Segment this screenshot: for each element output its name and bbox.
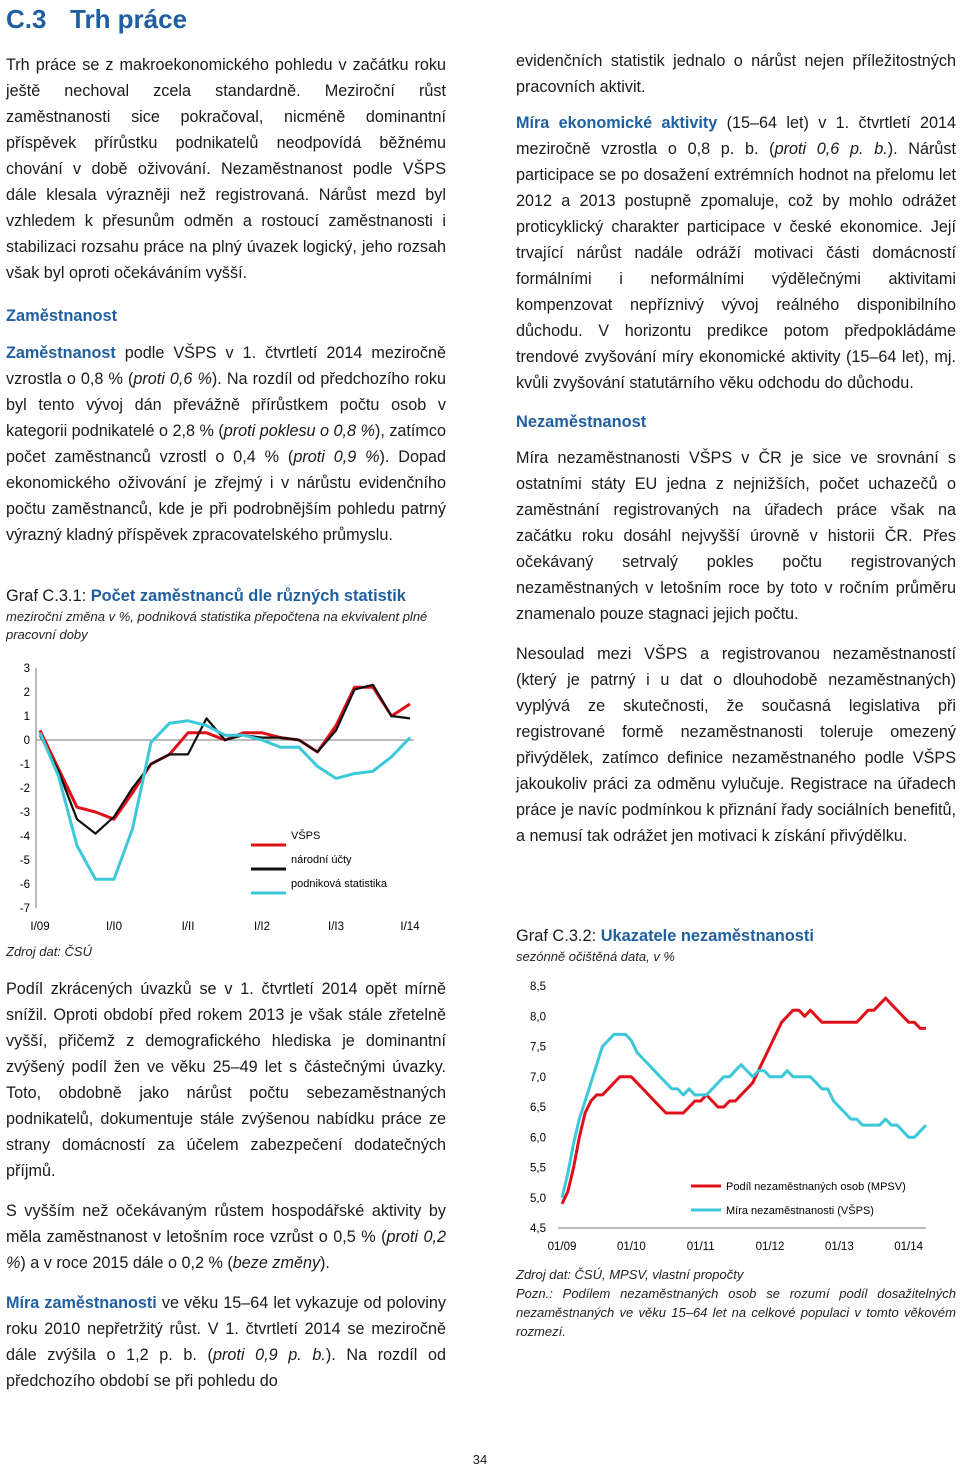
employment-rate-term: Míra zaměstnanosti — [6, 1294, 157, 1312]
right-column — [516, 48, 956, 849]
graph1-title — [6, 584, 446, 608]
graph2-title — [516, 924, 956, 948]
y-tick-label: 7,0 — [530, 1071, 546, 1084]
y-tick-label: 8,0 — [530, 1011, 546, 1024]
intro-paragraph: Trh práce se z makroekonomického pohledu v začátku roku ještě nechoval zcela standardně. Meziroční růst zaměstnanosti sice pokračoval, nicméně dominantní příspěvek přírůstku podnikatelů neodpovídá běžnému chování v době oživování. Nezaměstnanost podle VŠPS dále klesala výrazněji než registrovaná. Nárůst mezd byl vzhledem k přesunům odměn a rostoucí zaměstnanosti i stabilizaci rozsahu práce na plný úvazek logický, jeho rozsah však byl oproti očekáváním vyšší. — [6, 56, 446, 282]
text-span: ) a v roce 2015 dále o 0,2 % ( — [20, 1254, 233, 1272]
text-italic: proti poklesu o 0,8 % — [223, 422, 375, 440]
activity-rate-paragraph — [516, 110, 956, 396]
left-column — [6, 52, 446, 548]
x-tick-label: 01/11 — [686, 1241, 715, 1253]
y-tick-label: -3 — [19, 807, 30, 819]
y-tick-label: 5,0 — [530, 1192, 546, 1205]
text-italic: proti 0,2 % — [6, 1228, 446, 1272]
x-tick-label: I/I3 — [328, 921, 344, 933]
text-span: podle VŠPS v 1. čtvrtletí 2014 meziročně vzrostla o 0,8 % ( — [6, 344, 446, 388]
graph2-title-text: Ukazatele nezaměstnanosti — [600, 927, 814, 945]
x-tick-label: I/14 — [400, 921, 420, 933]
page-number: 34 — [472, 1452, 488, 1467]
series-line — [40, 721, 410, 879]
text-span: ). Nárůst participace se po dosažení extrémních hodnot na přelomu let 2012 a 2013 postupně zpomaluje, což by mohlo odrážet proticyklický charakter participace v české ekonomice. Její trvající nárůst nadále odráží motivaci části domácností formálními i neformálními výdělečnými aktivitami kompenzovat nepříznivý vývoj reálného disponibilního důchodu. V horizontu predikce potom předpokládáme trendové zvyšování míry ekonomické aktivity (15–64 let), mj. kvůli zvyšování statutárního věku odchodu do důchodu. — [516, 140, 956, 392]
graph1-label: Graf C.3.1: — [6, 587, 91, 605]
y-tick-label: 1 — [23, 711, 30, 723]
continuation-paragraph: evidenčních statistik jednalo o nárůst nejen příležitostných pracovních aktivit. — [516, 52, 956, 96]
text-italic: proti 0,9 p. b. — [212, 1346, 326, 1364]
text-span: ). Na rozdíl od předchozího roku byl tento vývoj dán převážně přírůstkem počtu osob v kategorii podnikatelé o 2,8 % ( — [6, 370, 446, 440]
legend-label: Podíl nezaměstnaných osob (MPSV) — [726, 1181, 906, 1193]
y-tick-label: 0 — [23, 735, 30, 747]
text-span: ). Dopad ekonomického oživování je zřejmý i v nárůstu evidenčního počtu zaměstnanců, kde je při podrobnějším pohledu patrný výrazný kladný příspěvek zpracovatelského průmyslu. — [6, 448, 447, 544]
text-span: (15–64 let) v 1. čtvrtletí 2014 meziročně vzrostla o 0,8 p. b. ( — [516, 114, 956, 158]
text-italic: beze změny — [232, 1254, 321, 1272]
x-tick-label: 01/13 — [824, 1241, 854, 1253]
y-tick-label: 2 — [23, 687, 30, 699]
text-italic: proti 0,6 p. b. — [774, 140, 888, 158]
x-tick-label: I/II — [181, 921, 195, 933]
x-tick-label: I/I0 — [106, 921, 122, 933]
graph2-footer — [516, 1265, 956, 1341]
employment-rate-paragraph — [6, 1290, 446, 1394]
employment-term: Zaměstnanost — [6, 344, 116, 362]
y-tick-label: -1 — [19, 759, 30, 771]
y-tick-label: -5 — [19, 855, 30, 867]
forecast-paragraph — [6, 1198, 446, 1276]
y-tick-label: 3 — [23, 663, 30, 675]
x-tick-label: I/I2 — [254, 921, 270, 933]
y-tick-label: 6,5 — [530, 1102, 546, 1114]
y-tick-label: 7,5 — [530, 1041, 546, 1054]
y-tick-label: -4 — [19, 831, 30, 843]
text-span: ). Na rozdíl od předchozího období se při pohledu do — [6, 1346, 446, 1390]
employment-paragraph — [6, 340, 446, 548]
y-tick-label: 8,5 — [530, 981, 546, 993]
legend-label: podniková statistika — [291, 878, 387, 890]
section-heading — [6, 4, 187, 35]
graph2-source: Zdroj dat: ČSÚ, MPSV, vlastní propočty — [516, 1267, 744, 1282]
graph2-subtitle: sezónně očištěná data, v % — [516, 949, 675, 964]
graph1-subtitle: meziroční změna v %, podniková statistika přepočtena na ekvivalent plné pracovní doby — [6, 609, 428, 642]
activity-rate-term: Míra ekonomické aktivity — [516, 114, 718, 132]
subheading-employment: Zaměstnanost — [6, 307, 118, 325]
legend-label: VŠPS — [291, 830, 321, 842]
section-number: C.3 — [6, 4, 47, 34]
text-span: S vyšším než očekávaným růstem hospodářské aktivity by měla zaměstnanost v letošním roce vzrůst o 0,5 % ( — [6, 1202, 446, 1246]
series-line — [562, 1034, 926, 1197]
y-tick-label: -2 — [19, 783, 30, 795]
series-line — [40, 687, 410, 819]
subheading-unemployment: Nezaměstnanost — [516, 413, 647, 431]
graph2-chart — [516, 976, 956, 1266]
graph2-note: Pozn.: Podílem nezaměstnaných osob se rozumí podíl dosažitelných nezaměstnaných ve věku 15–64 let na celkové populaci v tomto věkovém rozmezí. — [516, 1286, 956, 1339]
part-time-paragraph: Podíl zkrácených úvazků se v 1. čtvrtletí 2014 opět mírně snížil. Oproti období před rokem 2013 je však stále zřetelně vyšší, přičemž z demografického hlediska je dominantní zvýšený podíl žen ve věku 25–49 let s částečnými úvazky. Toto, obdobně jako nárůst počtu sebezaměstnaných podnikatelů, dokumentuje stále zvýšenou nabídku práce ze strany domácností za účelem zabezpečení dodatečných příjmů. — [6, 980, 446, 1180]
left-column-lower — [6, 976, 446, 1394]
text-span: ). — [320, 1254, 330, 1272]
x-tick-label: I/09 — [30, 921, 50, 933]
y-tick-label: 6,0 — [530, 1132, 546, 1145]
legend-label: národní účty — [291, 854, 352, 866]
section-title: Trh práce — [70, 4, 188, 34]
legend-label: Míra nezaměstnanosti (VŠPS) — [726, 1205, 874, 1217]
text-span: ), zatímco počet zaměstnanců vzrostl o 0,4 % ( — [6, 422, 447, 466]
text-italic: proti 0,6 % — [133, 370, 212, 388]
mismatch-paragraph: Nesoulad mezi VŠPS a registrovanou nezaměstnaností (který je patrný i u dat o dlouhodobě nezaměstnaných) vyplývá ze skutečnosti, že současná legislativa při registrované formě nezaměstnanosti toleruje omezený přivýdělek, zatímco definice nezaměstnaného podle VŠPS jakoukoliv práci za odměnu vylučuje. Registrace na úřadech práce je navíc podmínkou k přiznání řady sociálních benefitů, a nemusí tak odrážet jen motivaci k získání přivýdělku. — [516, 645, 956, 845]
y-tick-label: 4,5 — [530, 1223, 546, 1235]
unemployment-paragraph: Míra nezaměstnanosti VŠPS v ČR je sice ve srovnání s ostatními státy EU jedna z nejnižších, počet uchazečů o zaměstnání registrovaných na úřadech práce však na začátku roku dosáhl nejvyšší úrovně v historii ČR. Přes očekávaný setrvalý pokles počtu registrovaných nezaměstnaných v letošním roce by toto v ročním průměru znamenalo pouze stagnaci jejich počtu. — [516, 449, 956, 623]
text-italic: proti 0,9 % — [293, 448, 380, 466]
graph1-source: Zdroj dat: ČSÚ — [6, 944, 92, 959]
y-tick-label: -6 — [19, 879, 30, 891]
graph2-label: Graf C.3.2: — [516, 927, 601, 945]
graph1-chart — [6, 650, 446, 940]
y-tick-label: 5,5 — [530, 1162, 546, 1175]
text-span: ve věku 15–64 let vykazuje od poloviny roku 2010 nepřetržitý růst. V 1. čtvrtletí 2014 se meziročně dále zvýšila o 1,2 p. b. ( — [6, 1294, 446, 1364]
graph2-caption — [516, 924, 956, 966]
x-tick-label: 01/14 — [894, 1241, 924, 1253]
x-tick-label: 01/09 — [547, 1241, 577, 1253]
graph1-caption — [6, 584, 446, 644]
x-tick-label: 01/10 — [616, 1241, 646, 1253]
x-tick-label: 01/12 — [755, 1241, 785, 1253]
y-tick-label: -7 — [19, 903, 30, 915]
graph1-title-text: Počet zaměstnanců dle různých statistik — [90, 587, 406, 605]
series-line — [562, 998, 926, 1204]
